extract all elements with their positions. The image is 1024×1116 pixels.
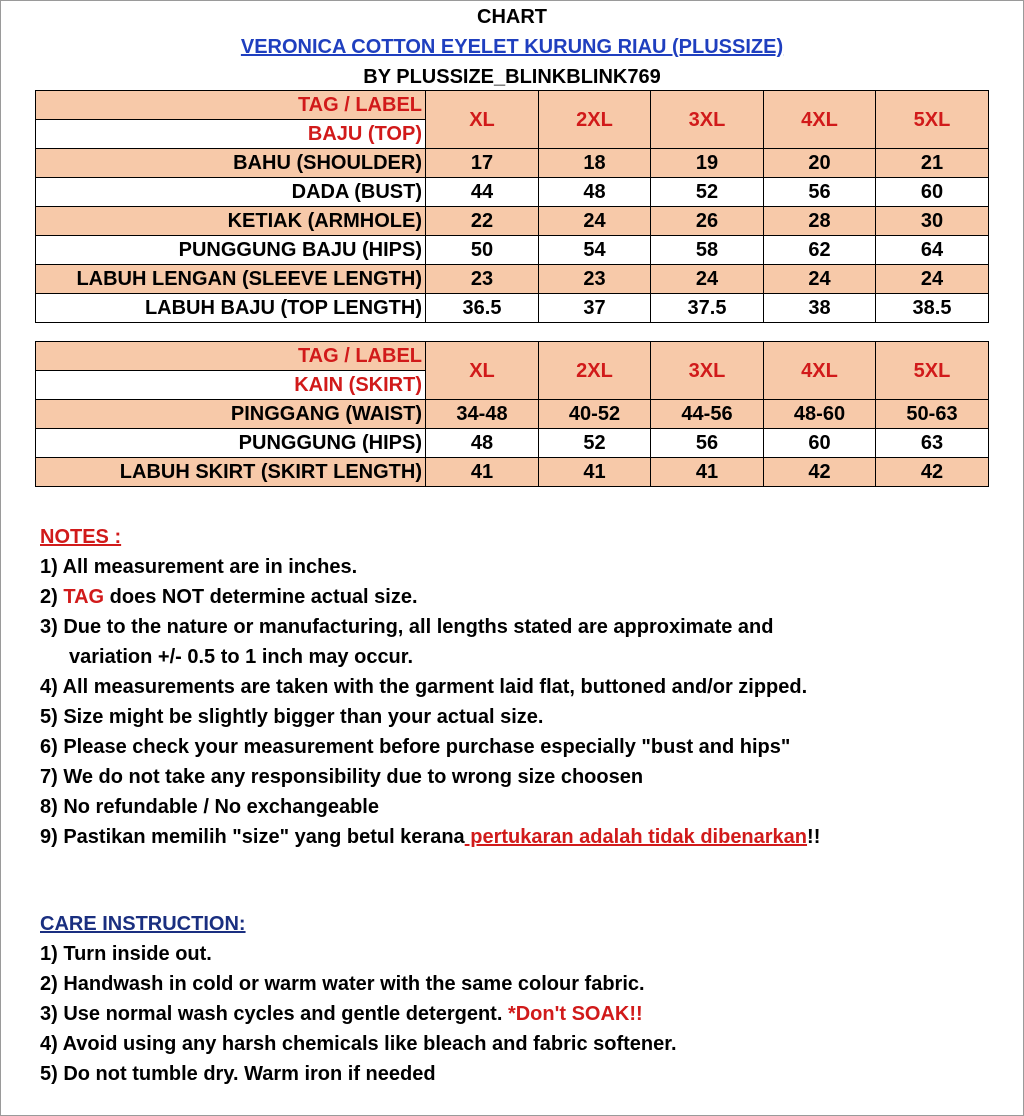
cell: 23 xyxy=(426,265,539,294)
notes-section xyxy=(40,522,820,852)
dont-soak-warning: *Don't SOAK!! xyxy=(507,1003,643,1025)
cell: 18 xyxy=(539,149,651,178)
note-item: 7) We do not take any responsibility due to wrong size choosen xyxy=(40,766,644,788)
note-prefix: 9) Pastikan memilih "size" yang betul kerana xyxy=(40,826,465,848)
cell: 20 xyxy=(764,149,876,178)
care-item: 4) Avoid using any harsh chemicals like bleach and fabric softener. xyxy=(40,1033,677,1055)
cell: 37 xyxy=(539,294,651,323)
table-row xyxy=(36,400,989,429)
size-header-xl: XL xyxy=(426,91,539,149)
cell: 62 xyxy=(764,236,876,265)
cell: 44 xyxy=(426,178,539,207)
cell: 24 xyxy=(539,207,651,236)
care-item xyxy=(40,999,677,1029)
care-section xyxy=(40,909,677,1089)
size-header-3xl: 3XL xyxy=(651,342,764,400)
size-header-5xl: 5XL xyxy=(876,91,989,149)
table-row xyxy=(36,294,989,323)
cell: 50-63 xyxy=(876,400,989,429)
cell: 44-56 xyxy=(651,400,764,429)
cell: 17 xyxy=(426,149,539,178)
tag-label-cell: TAG / LABEL xyxy=(36,91,426,120)
cell: 24 xyxy=(764,265,876,294)
size-header-4xl: 4XL xyxy=(764,91,876,149)
cell: 41 xyxy=(426,458,539,487)
no-exchange-warning: pertukaran adalah tidak dibenarkan xyxy=(464,826,808,848)
section-label-skirt: KAIN (SKIRT) xyxy=(36,371,426,400)
note-item: 3) Due to the nature or manufacturing, all lengths stated are approximate and xyxy=(40,616,774,638)
row-label: LABUH SKIRT (SKIRT LENGTH) xyxy=(36,458,426,487)
skirt-size-table xyxy=(35,341,989,487)
size-header-2xl: 2XL xyxy=(539,342,651,400)
note-item: 5) Size might be slightly bigger than your actual size. xyxy=(40,706,544,728)
cell: 40-52 xyxy=(539,400,651,429)
chart-title: CHART xyxy=(477,6,547,28)
note-item xyxy=(40,582,820,612)
table-row xyxy=(36,149,989,178)
note-item: 1) All measurement are in inches. xyxy=(40,556,358,578)
cell: 48 xyxy=(426,429,539,458)
cell: 41 xyxy=(651,458,764,487)
row-label: LABUH LENGAN (SLEEVE LENGTH) xyxy=(36,265,426,294)
note-prefix: 2) xyxy=(40,586,64,608)
size-header-3xl: 3XL xyxy=(651,91,764,149)
cell: 42 xyxy=(876,458,989,487)
cell: 38 xyxy=(764,294,876,323)
size-header-xl: XL xyxy=(426,342,539,400)
cell: 64 xyxy=(876,236,989,265)
cell: 58 xyxy=(651,236,764,265)
cell: 22 xyxy=(426,207,539,236)
seller-byline: BY PLUSSIZE_BLINKBLINK769 xyxy=(363,66,661,88)
cell: 19 xyxy=(651,149,764,178)
size-header-2xl: 2XL xyxy=(539,91,651,149)
table-row xyxy=(36,236,989,265)
cell: 60 xyxy=(764,429,876,458)
cell: 28 xyxy=(764,207,876,236)
cell: 36.5 xyxy=(426,294,539,323)
cell: 48-60 xyxy=(764,400,876,429)
care-item: 5) Do not tumble dry. Warm iron if needed xyxy=(40,1063,436,1085)
cell: 56 xyxy=(764,178,876,207)
note-item: 8) No refundable / No exchangeable xyxy=(40,796,379,818)
notes-heading: NOTES : xyxy=(40,526,122,548)
cell: 37.5 xyxy=(651,294,764,323)
cell: 38.5 xyxy=(876,294,989,323)
care-heading: CARE INSTRUCTION: xyxy=(40,913,246,935)
size-header-4xl: 4XL xyxy=(764,342,876,400)
size-header-5xl: 5XL xyxy=(876,342,989,400)
cell: 24 xyxy=(651,265,764,294)
cell: 24 xyxy=(876,265,989,294)
row-label: PUNGGUNG (HIPS) xyxy=(36,429,426,458)
care-prefix: 3) Use normal wash cycles and gentle detergent. xyxy=(40,1003,508,1025)
cell: 48 xyxy=(539,178,651,207)
cell: 42 xyxy=(764,458,876,487)
cell: 34-48 xyxy=(426,400,539,429)
tag-label-cell: TAG / LABEL xyxy=(36,342,426,371)
cell: 52 xyxy=(539,429,651,458)
product-name: VERONICA COTTON EYELET KURUNG RIAU (PLUSSIZE) xyxy=(240,36,784,58)
table-row xyxy=(36,265,989,294)
row-label: KETIAK (ARMHOLE) xyxy=(36,207,426,236)
table-row xyxy=(36,458,989,487)
cell: 26 xyxy=(651,207,764,236)
table-row xyxy=(36,429,989,458)
top-size-table xyxy=(35,90,989,323)
cell: 60 xyxy=(876,178,989,207)
cell: 41 xyxy=(539,458,651,487)
cell: 63 xyxy=(876,429,989,458)
table-row xyxy=(36,207,989,236)
care-item: 1) Turn inside out. xyxy=(40,943,212,965)
note-item-continued: variation +/- 0.5 to 1 inch may occur. xyxy=(69,646,414,668)
row-label: LABUH BAJU (TOP LENGTH) xyxy=(36,294,426,323)
note-item xyxy=(40,822,820,852)
note-item: 4) All measurements are taken with the garment laid flat, buttoned and/or zipped. xyxy=(40,676,808,698)
cell: 50 xyxy=(426,236,539,265)
row-label: BAHU (SHOULDER) xyxy=(36,149,426,178)
row-label: DADA (BUST) xyxy=(36,178,426,207)
cell: 30 xyxy=(876,207,989,236)
table-row xyxy=(36,178,989,207)
row-label: PINGGANG (WAIST) xyxy=(36,400,426,429)
cell: 52 xyxy=(651,178,764,207)
row-label: PUNGGUNG BAJU (HIPS) xyxy=(36,236,426,265)
note-tag-word: TAG xyxy=(63,586,105,608)
cell: 23 xyxy=(539,265,651,294)
note-suffix: !! xyxy=(807,826,821,848)
section-label-top: BAJU (TOP) xyxy=(36,120,426,149)
note-rest: does NOT determine actual size. xyxy=(104,586,418,608)
cell: 56 xyxy=(651,429,764,458)
note-item: 6) Please check your measurement before purchase especially "bust and hips" xyxy=(40,736,791,758)
care-item: 2) Handwash in cold or warm water with the same colour fabric. xyxy=(40,973,645,995)
cell: 54 xyxy=(539,236,651,265)
cell: 21 xyxy=(876,149,989,178)
